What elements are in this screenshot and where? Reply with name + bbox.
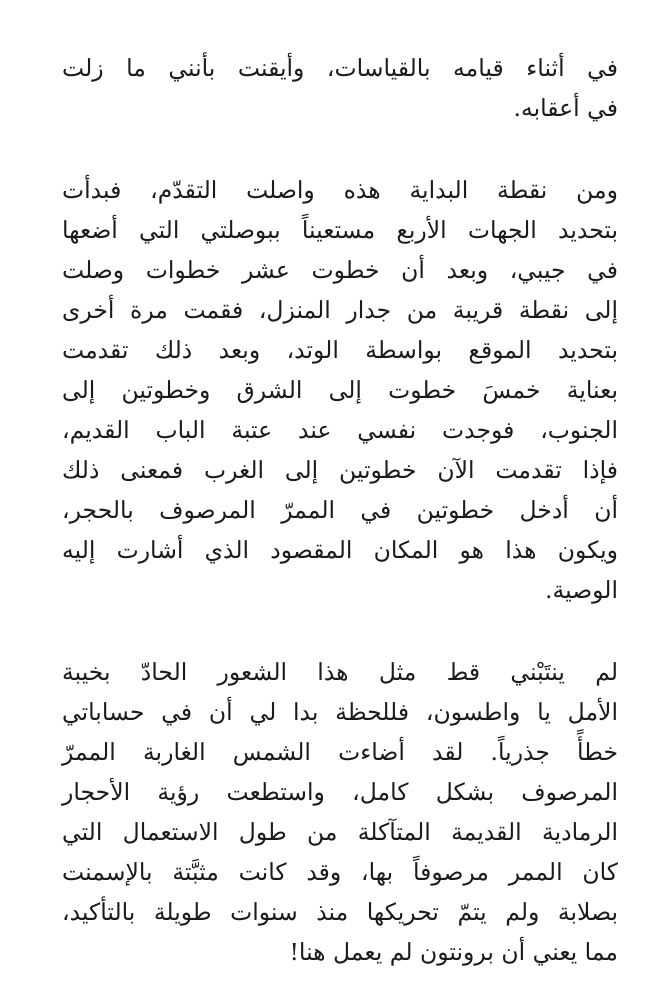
text-line: الأمل يا واطسون، فللحظة بدا لي أن في حساباتي (62, 698, 618, 726)
text-line: ومن نقطة البداية هذه واصلت التقدّم، فبدأت (62, 176, 618, 204)
text-line: في أثناء قيامه بالقياسات، وأيقنت بأنني ما زلت (62, 54, 618, 82)
text-line: ويكون هذا هو المكان المقصود الذي أشارت إليه (62, 536, 618, 564)
book-page (62, 48, 618, 972)
paragraph-2 (62, 170, 618, 610)
text-line: بتحديد الموقع بواسطة الوتد، وبعد ذلك تقدمت (62, 336, 618, 364)
paragraph-gap (62, 128, 618, 170)
text-line: أن أدخل خطوتين في الممرّ المرصوف بالحجر، (62, 496, 618, 524)
text-line: مما يعني أن برونتون لم يعمل هنا! (289, 938, 618, 966)
paragraph-3 (62, 652, 618, 972)
text-line: فإذا تقدمت الآن خطوتين إلى الغرب فمعنى ذلك (62, 456, 618, 484)
paragraph-1 (62, 48, 618, 128)
text-line: كان الممر مرصوفاً بها، وقد كانت مثبَّتة بالإسمنت (62, 858, 618, 886)
text-line: الرمادية القديمة المتآكلة من طول الاستعمال التي (62, 818, 618, 846)
text-line: بتحديد الجهات الأربع مستعيناً ببوصلتي التي أضعها (62, 216, 618, 244)
text-line: في أعقابه. (513, 94, 618, 122)
text-line: خطأً جذرياً. لقد أضاءت الشمس الغاربة الممرّ (62, 738, 618, 766)
text-line: في جيبي، وبعد أن خطوت عشر خطوات وصلت (62, 256, 618, 284)
text-line: إلى نقطة قريبة من جدار المنزل، فقمت مرة أخرى (62, 296, 618, 324)
text-line: الوصية. (545, 576, 618, 604)
text-line: لم ينتَبْني قط مثل هذا الشعور الحادّ بخيبة (62, 658, 618, 686)
paragraph-gap (62, 610, 618, 652)
text-line: الجنوب، فوجدت نفسي عند عتبة الباب القديم، (62, 416, 618, 444)
text-line: بصلابة ولم يتمّ تحريكها منذ سنوات طويلة بالتأكيد، (62, 898, 618, 926)
text-line: بعناية خمسَ خطوت إلى الشرق وخطوتين إلى (62, 376, 618, 404)
text-line: المرصوف بشكل كامل، واستطعت رؤية الأحجار (62, 778, 618, 806)
